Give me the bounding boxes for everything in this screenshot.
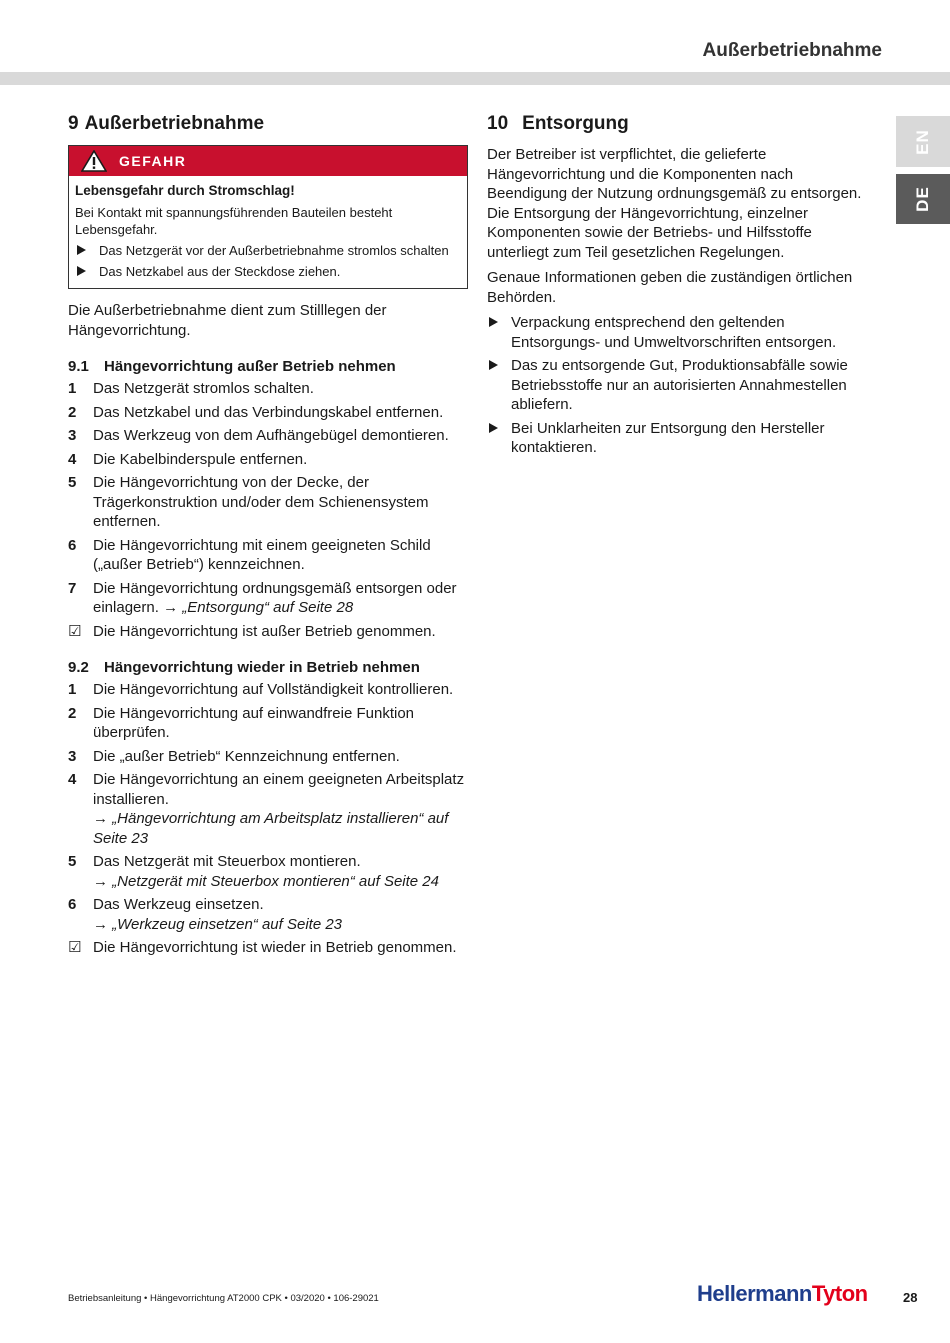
cross-reference-link[interactable]: → „Werkzeug einsetzen“ auf Seite 23 — [93, 915, 343, 933]
section-10-title: Entsorgung — [522, 113, 629, 134]
section-9-2-title: Hängevorrichtung wieder in Betrieb nehmen — [104, 659, 420, 676]
step-content — [93, 895, 342, 934]
warning-triangle-icon — [81, 150, 107, 172]
danger-title: Lebensgefahr durch Stromschlag! — [75, 183, 295, 198]
page-header-title: Außerbetriebnahme — [702, 40, 882, 61]
logo-part-1: Hellermann — [697, 1281, 812, 1306]
footer-document-info: Betriebsanleitung • Hängevorrichtung AT2000 CPK • 03/2020 • 106-29021 — [68, 1293, 379, 1304]
section-9-2-steps — [68, 680, 468, 958]
cross-reference-link[interactable]: → „Netzgerät mit Steuerbox montieren“ auf Seite 24 — [93, 872, 439, 890]
danger-label: GEFAHR — [119, 153, 187, 169]
header-bar — [0, 72, 950, 85]
step-text: Die „außer Betrieb“ Kennzeichnung entfernen. — [93, 747, 400, 765]
lang-tab-en[interactable] — [896, 116, 950, 167]
step-number: 4 — [68, 450, 77, 468]
step-result-text: Die Hängevorrichtung ist außer Betrieb genommen. — [93, 622, 436, 640]
list-item — [68, 622, 468, 642]
step-text: Das Netzgerät stromlos schalten. — [93, 380, 314, 397]
section-10-heading — [487, 113, 867, 135]
step-text: Die Hängevorrichtung auf einwandfreie Funktion überprüfen. — [93, 704, 415, 741]
list-item: Das Netzkabel aus der Steckdose ziehen. — [75, 263, 461, 280]
section-9-1-steps — [68, 379, 468, 641]
step-text: Die Kabelbinderspule entfernen. — [93, 450, 308, 468]
lang-tab-en-label: EN — [913, 128, 932, 155]
check-icon: ☑ — [68, 622, 82, 640]
step-content — [93, 770, 468, 848]
section-9-intro: Die Außerbetriebnahme dient zum Stilllegen der Hängevorrichtung. — [68, 302, 387, 339]
list-item — [68, 938, 468, 958]
list-item — [68, 895, 468, 934]
danger-notice-header — [69, 146, 467, 176]
list-item — [68, 579, 468, 618]
page-number: 28 — [903, 1290, 918, 1305]
list-item: Das Netzgerät vor der Außerbetriebnahme stromlos schalten — [75, 242, 461, 259]
list-item — [68, 852, 468, 891]
step-number: 4 — [68, 771, 77, 788]
danger-notice-body — [69, 176, 467, 288]
list-item — [68, 426, 468, 446]
step-content — [93, 579, 468, 618]
cross-reference-link[interactable]: → „Hängevorrichtung am Arbeitsplatz installieren“ auf Seite 23 — [93, 810, 449, 847]
section-10-list — [487, 313, 867, 458]
left-column — [68, 113, 468, 962]
list-item: Verpackung entsprechend den geltenden Entsorgungs- und Umweltvorschriften entsorgen. — [487, 313, 867, 352]
step-number: 2 — [68, 403, 77, 421]
step-text: Die Hängevorrichtung auf Vollständigkeit kontrollieren. — [93, 681, 454, 698]
lang-tab-de[interactable] — [896, 174, 950, 224]
right-column — [487, 113, 867, 462]
step-number: 5 — [68, 853, 77, 870]
section-9-1-heading — [68, 358, 468, 375]
hellermanntyton-logo — [697, 1281, 868, 1307]
step-number: 1 — [68, 681, 77, 698]
step-text: Die Hängevorrichtung mit einem geeigneten Schild („außer Betrieb“) kennzeichnen. — [93, 536, 431, 573]
section-9-1-number: 9.1 — [68, 358, 89, 375]
list-item — [68, 379, 468, 399]
step-text: Die Hängevorrichtung ordnungsgemäß entsorgen oder einlagern. — [93, 579, 457, 616]
cross-reference-link[interactable]: → „Entsorgung“ auf Seite 28 — [163, 599, 354, 616]
section-10-paragraph-2: Genaue Informationen geben die zuständigen örtlichen Behörden. — [487, 269, 853, 306]
list-item — [68, 747, 468, 767]
logo-part-2: Tyton — [811, 1281, 868, 1306]
step-number: 2 — [68, 704, 77, 722]
step-number: 3 — [68, 747, 77, 765]
check-icon: ☑ — [68, 939, 82, 956]
danger-notice — [68, 145, 468, 289]
step-text: Das Werkzeug einsetzen. — [93, 896, 264, 913]
step-number: 7 — [68, 579, 77, 597]
section-10-number: 10 — [487, 113, 509, 134]
list-item — [68, 770, 468, 848]
list-item — [68, 704, 468, 743]
step-text: Die Hängevorrichtung an einem geeigneten Arbeitsplatz installieren. — [93, 771, 465, 808]
section-9-title: Außerbetriebnahme — [84, 113, 265, 134]
step-number: 5 — [68, 474, 77, 491]
section-9-heading — [68, 113, 468, 135]
list-item: Bei Unklarheiten zur Entsorgung den Hersteller kontaktieren. — [487, 419, 867, 458]
step-content — [93, 852, 439, 891]
step-text: Das Werkzeug von dem Aufhängebügel demontieren. — [93, 427, 449, 444]
step-number: 3 — [68, 427, 77, 444]
danger-list — [75, 242, 461, 280]
list-item — [68, 403, 468, 423]
step-text: Das Netzgerät mit Steuerbox montieren. — [93, 853, 361, 870]
section-9-1-title: Hängevorrichtung außer Betrieb nehmen — [104, 358, 396, 375]
danger-text: Bei Kontakt mit spannungsführenden Bauteilen besteht Lebensgefahr. — [75, 205, 393, 237]
list-item — [68, 680, 468, 700]
step-text: Die Hängevorrichtung von der Decke, der Trägerkonstruktion und/oder dem Schienensystem entfernen. — [93, 474, 429, 530]
list-item: Das zu entsorgende Gut, Produktionsabfälle sowie Betriebsstoffe nur an autorisierten Annahmestellen abliefern. — [487, 356, 867, 415]
step-result-text: Die Hängevorrichtung ist wieder in Betrieb genommen. — [93, 939, 457, 956]
section-9-number: 9 — [68, 113, 79, 134]
list-item — [68, 473, 468, 532]
list-item — [68, 450, 468, 470]
section-10-paragraph-1: Der Betreiber ist verpflichtet, die gelieferte Hängevorrichtung und die Komponenten nach Beendigung der Nutzung ordnungsgemäß zu entsorgen. Die Entsorgung der Hängevorrichtung, einzelner Komponenten sowie der Betriebs- und Hilfsstoffe unterliegt zum Teil gesetzlichen Regelungen. — [487, 146, 862, 261]
step-text: Das Netzkabel und das Verbindungskabel entfernen. — [93, 403, 444, 421]
lang-tab-de-label: DE — [913, 186, 932, 212]
step-number: 6 — [68, 896, 77, 913]
list-item — [68, 536, 468, 575]
step-number: 1 — [68, 380, 77, 397]
step-number: 6 — [68, 536, 77, 554]
section-9-2-heading — [68, 659, 468, 676]
section-9-2-number: 9.2 — [68, 659, 89, 676]
